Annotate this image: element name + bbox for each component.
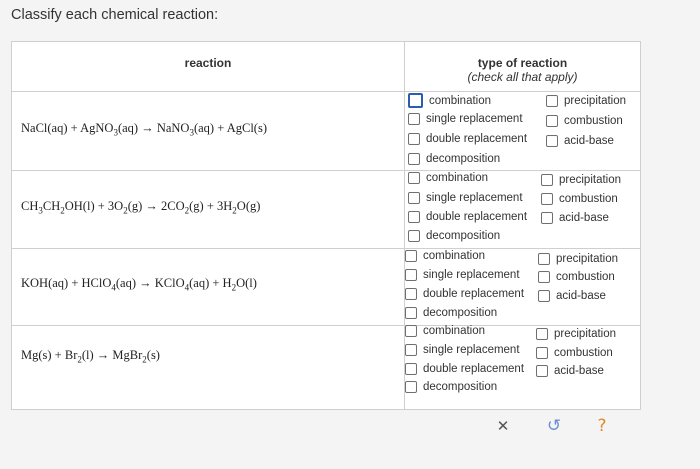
option-label: combustion	[554, 347, 613, 359]
checkbox-combustion-2[interactable]	[541, 193, 553, 205]
equation-text: CH	[21, 199, 39, 213]
option-label: combustion	[556, 271, 615, 283]
checkbox-decomposition-4[interactable]	[405, 381, 417, 393]
reaction-equation-4	[21, 348, 396, 365]
option-combination-3[interactable]	[405, 250, 485, 262]
option-label: double replacement	[426, 211, 528, 223]
checkbox-combustion-3[interactable]	[538, 271, 550, 283]
option-double-replacement-2[interactable]	[408, 211, 527, 223]
header-type-of-reaction	[405, 56, 640, 84]
equation-subscript: 2	[231, 282, 237, 293]
option-label: double replacement	[423, 363, 525, 375]
option-single-replacement-1[interactable]	[408, 113, 523, 125]
option-single-replacement-3[interactable]	[405, 269, 520, 281]
equation-subscript: 2	[60, 205, 65, 216]
equation-text: O(l)	[236, 276, 257, 290]
equation-subscript: 3	[113, 127, 118, 138]
checkbox-decomposition-2[interactable]	[408, 230, 420, 242]
equation-subscript: 4	[184, 282, 190, 293]
checkbox-combination-4[interactable]	[405, 325, 417, 337]
option-label: double replacement	[423, 288, 525, 300]
undo-button[interactable]	[542, 415, 566, 437]
option-label: precipitation	[554, 328, 617, 340]
option-label: precipitation	[556, 253, 619, 265]
option-label: combination	[426, 172, 489, 184]
reaction-equation-2	[21, 199, 396, 216]
option-label: single replacement	[426, 113, 523, 125]
checkbox-double-replacement-2[interactable]	[408, 211, 420, 223]
equation-subscript: 2	[77, 354, 82, 365]
option-combustion-1[interactable]	[546, 115, 623, 127]
checkbox-precipitation-4[interactable]	[536, 328, 548, 340]
option-double-replacement-3[interactable]	[405, 288, 524, 300]
checkbox-combination-1[interactable]	[408, 93, 423, 108]
checkbox-acid-base-2[interactable]	[541, 212, 553, 224]
checkbox-double-replacement-4[interactable]	[405, 363, 417, 375]
option-label: acid-base	[554, 365, 604, 377]
checkbox-single-replacement-4[interactable]	[405, 344, 417, 356]
reaction-row-1	[12, 91, 640, 171]
clear-answer-button[interactable]	[491, 415, 515, 437]
equation-subscript: 2	[232, 205, 237, 216]
checkbox-precipitation-2[interactable]	[541, 174, 553, 186]
option-double-replacement-4[interactable]	[405, 363, 524, 375]
checkbox-decomposition-3[interactable]	[405, 307, 417, 319]
option-label: acid-base	[559, 212, 609, 224]
reaction-row-4	[12, 325, 640, 409]
close-icon: ✕	[496, 417, 510, 435]
reaction-type-options-4	[405, 325, 640, 409]
option-label: decomposition	[426, 230, 501, 242]
header-type-note: (check all that apply)	[467, 70, 578, 84]
option-acid-base-1[interactable]	[546, 135, 614, 147]
equation-text: KOH(aq) + HClO	[21, 276, 112, 290]
option-label: decomposition	[426, 153, 501, 165]
equation-text: (aq) + AgCl(s)	[193, 121, 267, 135]
equation-text: (l) → MgBr	[81, 348, 143, 362]
option-label: decomposition	[423, 307, 498, 319]
equation-subscript: 4	[111, 282, 116, 293]
equation-text: (aq) + H	[189, 276, 232, 290]
equation-text: (aq) → KClO	[115, 276, 185, 290]
checkbox-double-replacement-3[interactable]	[405, 288, 417, 300]
equation-subscript: 2	[123, 205, 128, 216]
option-combination-4[interactable]	[405, 325, 485, 337]
option-label: single replacement	[423, 269, 520, 281]
option-double-replacement-1[interactable]	[408, 133, 527, 145]
option-combination-2[interactable]	[408, 172, 488, 184]
option-label: combination	[429, 94, 492, 107]
equation-text: (s)	[146, 348, 160, 362]
option-label: single replacement	[426, 192, 523, 204]
table-header	[12, 42, 640, 92]
option-label: single replacement	[423, 344, 520, 356]
equation-text: (aq) → NaNO	[117, 121, 190, 135]
option-label: combination	[423, 250, 486, 262]
checkbox-single-replacement-2[interactable]	[408, 192, 420, 204]
option-precipitation-3[interactable]	[538, 253, 618, 265]
checkbox-single-replacement-3[interactable]	[405, 269, 417, 281]
checkbox-single-replacement-1[interactable]	[408, 113, 420, 125]
option-combination-1[interactable]	[408, 93, 491, 108]
option-combustion-4[interactable]	[536, 347, 613, 359]
checkbox-acid-base-3[interactable]	[538, 290, 550, 302]
checkbox-combustion-4[interactable]	[536, 347, 548, 359]
equation-text: OH(l) + 3O	[64, 199, 124, 213]
option-acid-base-4[interactable]	[536, 365, 604, 377]
checkbox-double-replacement-1[interactable]	[408, 133, 420, 145]
option-label: precipitation	[559, 174, 622, 186]
reaction-equation-3	[21, 276, 396, 293]
undo-icon: ↺	[546, 416, 562, 435]
option-decomposition-1[interactable]	[408, 153, 500, 165]
reaction-row-3	[12, 248, 640, 326]
checkbox-combination-2[interactable]	[408, 172, 420, 184]
option-single-replacement-2[interactable]	[408, 192, 523, 204]
reaction-classification-table	[11, 41, 641, 410]
option-label: decomposition	[423, 381, 498, 393]
option-label: combination	[423, 325, 486, 337]
equation-text: O(g)	[236, 199, 261, 213]
option-acid-base-3[interactable]	[538, 290, 606, 302]
option-label: combustion	[559, 193, 618, 205]
option-precipitation-2[interactable]	[541, 174, 621, 186]
equation-text: Mg(s) + Br	[21, 348, 78, 362]
equation-subscript: 3	[189, 127, 194, 138]
checkbox-decomposition-1[interactable]	[408, 153, 420, 165]
option-precipitation-4[interactable]	[536, 328, 616, 340]
option-single-replacement-4[interactable]	[405, 344, 520, 356]
equation-text: NaCl(aq) + AgNO	[21, 121, 114, 135]
reaction-type-options-3	[405, 248, 640, 325]
option-decomposition-2[interactable]	[408, 230, 500, 242]
option-combustion-2[interactable]	[541, 193, 618, 205]
option-label: combustion	[564, 115, 623, 127]
option-label: precipitation	[564, 95, 627, 107]
checkbox-precipitation-1[interactable]	[546, 95, 558, 107]
option-precipitation-1[interactable]	[546, 95, 626, 107]
help-icon: ?	[597, 416, 607, 436]
help-button[interactable]	[590, 415, 614, 437]
header-type-label: type of reaction	[477, 56, 568, 70]
option-decomposition-3[interactable]	[405, 307, 497, 319]
equation-text: CH	[42, 199, 61, 213]
option-combustion-3[interactable]	[538, 271, 615, 283]
equation-text: (g) → 2CO	[127, 199, 185, 213]
header-reaction: reaction	[184, 56, 232, 70]
reaction-row-2	[12, 170, 640, 249]
checkbox-combustion-1[interactable]	[546, 115, 558, 127]
reaction-equation-1	[21, 121, 396, 138]
checkbox-acid-base-1[interactable]	[546, 135, 558, 147]
question-prompt: Classify each chemical reaction:	[11, 7, 219, 23]
equation-text: (g) + 3H	[189, 199, 233, 213]
equation-subscript: 2	[142, 354, 147, 365]
option-label: acid-base	[564, 135, 614, 147]
option-decomposition-4[interactable]	[405, 381, 497, 393]
checkbox-combination-3[interactable]	[405, 250, 417, 262]
checkbox-precipitation-3[interactable]	[538, 253, 550, 265]
option-label: double replacement	[426, 133, 528, 145]
option-acid-base-2[interactable]	[541, 212, 609, 224]
equation-subscript: 2	[184, 205, 190, 216]
reaction-type-options-1	[405, 91, 640, 170]
option-label: acid-base	[556, 290, 606, 302]
answer-actions	[476, 409, 632, 443]
reaction-type-options-2	[405, 170, 640, 248]
equation-subscript: 3	[38, 205, 43, 216]
checkbox-acid-base-4[interactable]	[536, 365, 548, 377]
